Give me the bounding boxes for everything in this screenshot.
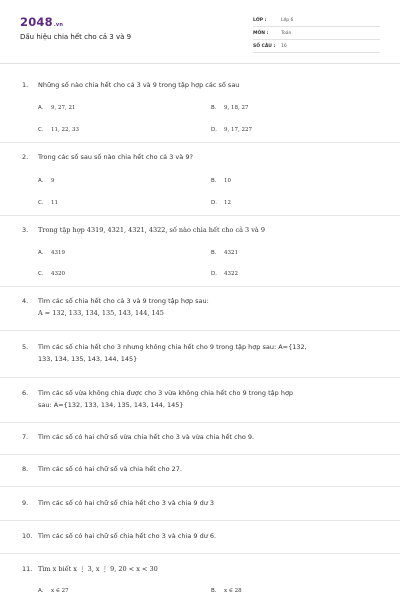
meta-key: LỚP : bbox=[253, 17, 267, 23]
question-5 bbox=[22, 342, 382, 352]
meta-row-count bbox=[253, 40, 380, 53]
option-letter: B. bbox=[211, 250, 217, 256]
option-value: 4319 bbox=[51, 250, 65, 256]
option-value: 11 bbox=[51, 200, 58, 206]
question-2 bbox=[22, 152, 382, 162]
option-a[interactable] bbox=[38, 249, 65, 257]
option-value: 9, 27, 21 bbox=[51, 105, 76, 111]
option-letter: A. bbox=[38, 250, 44, 256]
header-divider bbox=[0, 63, 400, 64]
option-b[interactable] bbox=[211, 177, 231, 185]
option-value: 9, 17, 227 bbox=[224, 127, 252, 133]
option-value: x ∈ 28 bbox=[224, 588, 242, 594]
option-letter: A. bbox=[38, 588, 44, 594]
question-divider bbox=[0, 330, 400, 331]
option-b[interactable] bbox=[211, 104, 249, 112]
option-d[interactable] bbox=[211, 199, 231, 207]
question-divider bbox=[0, 215, 400, 216]
question-divider bbox=[0, 286, 400, 287]
question-divider bbox=[0, 454, 400, 455]
question-number: 10. bbox=[22, 532, 33, 540]
option-value: 4322 bbox=[224, 271, 238, 277]
question-divider bbox=[0, 377, 400, 378]
question-number: 9. bbox=[22, 499, 29, 507]
option-letter: D. bbox=[211, 271, 217, 277]
question-divider bbox=[0, 142, 400, 143]
question-text-continued: 133, 134, 135, 143, 144, 145} bbox=[38, 355, 138, 363]
option-value: 10 bbox=[224, 178, 231, 184]
question-4 bbox=[22, 296, 382, 306]
option-a[interactable] bbox=[38, 104, 76, 112]
question-divider bbox=[0, 486, 400, 487]
question-9 bbox=[22, 498, 382, 508]
question-number: 2. bbox=[22, 153, 29, 161]
option-value: 9 bbox=[51, 178, 55, 184]
option-b[interactable] bbox=[211, 587, 242, 595]
meta-row-class bbox=[253, 14, 380, 27]
option-value: 11, 22, 33 bbox=[51, 127, 79, 133]
option-value: x ∈ 27 bbox=[51, 588, 69, 594]
question-6 bbox=[22, 388, 382, 398]
meta-value: 16 bbox=[281, 43, 287, 49]
option-d[interactable] bbox=[211, 126, 252, 134]
question-text: Trong tập hợp 4319, 4321, 4321, 4322, số nào chia hết cho cả 3 và 9 bbox=[38, 226, 265, 234]
option-c[interactable] bbox=[38, 126, 79, 134]
option-letter: B. bbox=[211, 588, 217, 594]
question-divider bbox=[0, 520, 400, 521]
question-number: 1. bbox=[22, 81, 29, 89]
question-7 bbox=[22, 432, 382, 442]
question-number: 5. bbox=[22, 343, 29, 351]
option-a[interactable] bbox=[38, 587, 69, 595]
question-3 bbox=[22, 225, 382, 235]
option-value: 4321 bbox=[224, 250, 238, 256]
question-divider bbox=[0, 422, 400, 423]
worksheet-header bbox=[0, 0, 400, 62]
option-c[interactable] bbox=[38, 270, 65, 278]
meta-value: Lớp 6 bbox=[281, 17, 294, 23]
option-letter: C. bbox=[38, 271, 44, 277]
question-number: 11. bbox=[22, 565, 33, 573]
meta-row-subject bbox=[253, 27, 380, 40]
option-value: 4320 bbox=[51, 271, 65, 277]
question-number: 4. bbox=[22, 297, 29, 305]
option-letter: A. bbox=[38, 105, 44, 111]
question-divider bbox=[0, 553, 400, 554]
option-letter: C. bbox=[38, 200, 44, 206]
option-letter: B. bbox=[211, 178, 217, 184]
option-value: 12 bbox=[224, 200, 231, 206]
question-text: Những số nào chia hết cho cả 3 và 9 trong tập hợp các số sau bbox=[38, 81, 240, 89]
option-d[interactable] bbox=[211, 270, 238, 278]
question-11 bbox=[22, 564, 382, 574]
question-text: Tìm các số có hai chữ số và chia hết cho 27. bbox=[38, 465, 182, 473]
logo-text: 2048 bbox=[20, 15, 53, 29]
question-text-continued: sau: A={132, 133, 134, 135, 143, 144, 145} bbox=[38, 401, 184, 409]
logo-suffix: .vn bbox=[53, 22, 64, 28]
option-letter: D. bbox=[211, 127, 217, 133]
question-set: A = 132, 133, 134, 135, 143, 144, 145 bbox=[38, 309, 164, 317]
question-1 bbox=[22, 80, 382, 90]
question-number: 6. bbox=[22, 389, 29, 397]
question-10 bbox=[22, 531, 382, 541]
page-title: Dấu hiệu chia hết cho cả 3 và 9 bbox=[20, 33, 132, 41]
option-value: 9, 18, 27 bbox=[224, 105, 249, 111]
question-8 bbox=[22, 464, 382, 474]
question-text: Tìm các số chia hết cho 3 nhưng không chia hết cho 9 trong tập hợp sau: A={132, bbox=[38, 343, 307, 351]
question-number: 3. bbox=[22, 226, 29, 234]
question-text: Tìm các số vừa không chia được cho 3 vừa không chia hết cho 9 trong tập hợp bbox=[38, 389, 294, 397]
option-letter: A. bbox=[38, 178, 44, 184]
question-text: Tìm các số chia hết cho cả 3 và 9 trong tập hợp sau: bbox=[38, 297, 209, 305]
meta-info bbox=[253, 14, 380, 53]
option-letter: D. bbox=[211, 200, 217, 206]
option-letter: B. bbox=[211, 105, 217, 111]
question-text: Tìm các số có hai chữ số vừa chia hết cho 3 và vừa chia hết cho 9. bbox=[38, 433, 255, 441]
option-b[interactable] bbox=[211, 249, 238, 257]
option-a[interactable] bbox=[38, 177, 55, 185]
question-text: Tìm các số có hai chữ số chia hết cho 3 và chia 9 dư 3 bbox=[38, 499, 215, 507]
meta-value: Toán bbox=[281, 30, 292, 36]
question-text: Tìm x biết x ⋮ 3, x ⋮ 9, 20 < x < 30 bbox=[38, 565, 158, 573]
question-number: 7. bbox=[22, 433, 29, 441]
meta-key: SỐ CÂU : bbox=[253, 43, 276, 49]
meta-key: MÔN : bbox=[253, 30, 269, 36]
question-text: Trong các số sau số nào chia hết cho cả 3 và 9? bbox=[38, 153, 193, 161]
question-text: Tìm các số có hai chữ số chia hết cho 3 và chia 9 dư 6. bbox=[38, 532, 217, 540]
option-letter: C. bbox=[38, 127, 44, 133]
question-number: 8. bbox=[22, 465, 29, 473]
option-c[interactable] bbox=[38, 199, 58, 207]
site-logo[interactable] bbox=[20, 15, 63, 29]
